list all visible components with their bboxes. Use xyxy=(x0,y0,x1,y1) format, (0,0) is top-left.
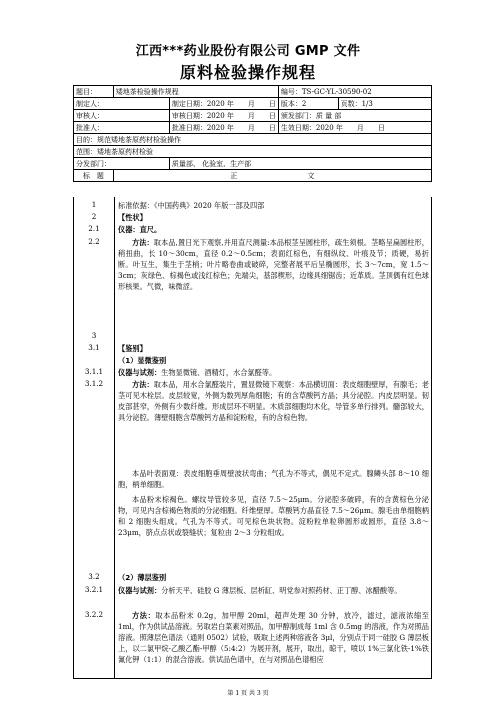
section-number: 3.2 xyxy=(88,572,100,581)
document-meta-table xyxy=(73,85,432,182)
instrument-lead: 仪器与试剂： xyxy=(118,586,162,595)
section-number: 3.1.1 xyxy=(84,367,104,376)
microscopic-heading: （1）显微鉴别 xyxy=(118,356,167,365)
method-lead: 方法： xyxy=(132,380,154,389)
method-text: 取本品，用水合氯醛装片，置显微镜下观察：本品横切面：表皮细胞壁厚，有腺毛；老茎可见木栓层。皮层较宽，外侧为数列厚角细胞；有的含草酸钙方晶；具分泌腔。内皮层明显。韧皮部甚窄，外侧有少数纤维。形成层环不明显。木质部细胞均木化，导管多单行排列。髓部较大，具分泌腔。薄壁细胞含草酸钙方晶和淀粉粒，有的含棕色物。 xyxy=(118,380,429,422)
method-text: 取本品粉末 0.2g，加甲醇 20ml，超声处理 30 分钟，放冷，滤过，滤液浓缩至 1ml，作为供试品溶液。另取岩白菜素对照品，加甲醇制成每 1ml 含 0.5mg 的溶液，作为对照品溶液。照薄层色谱法（通则 0502）试验，吸取上述两种溶液各 3μl，分别点于同一硅胶 G 薄层板上，以二氯甲烷-乙酸乙酯-甲醇（5:4:2）为展开剂，展开，取出，晾干，喷以 1%三氯化铁-1%铁氰化钾（1:1）的混合溶液。供试品色谱中，在与对照品色谱相应 xyxy=(118,611,429,664)
tlc-instruments xyxy=(118,585,429,596)
title-value: 矮地茶检验操作规程 xyxy=(113,86,278,98)
instrument-lead: 仪器与试剂： xyxy=(118,368,162,377)
heading-characters: 【性状】 xyxy=(118,213,147,222)
method-characters xyxy=(118,237,429,292)
approver: 批准人： xyxy=(74,122,170,134)
section-number: 2.1 xyxy=(88,224,100,233)
section-number: 3.2.2 xyxy=(84,610,104,619)
page-footer: 第 1 页 共 3 页 xyxy=(227,690,269,697)
issuer: 颁发部门：质 量 部 xyxy=(278,110,431,122)
method-lead: 方法： xyxy=(132,611,156,620)
section-number: 2.2 xyxy=(88,237,100,246)
micro-instruments xyxy=(118,367,429,378)
pages: 页数：1/3 xyxy=(338,98,431,110)
approve-date: 批准日期：2020 年 月 日 xyxy=(169,122,278,134)
method-text: 取本品,置日光下观察,并用直尺测量:本品根茎呈圆柱形，疏生须根。茎略呈扁圆柱形，稍扭曲，长 10～30cm，直径 0.2～0.5cm；表面红棕色，有细纵纹、叶痕及节；质硬，易折断。叶互生，集生于茎梢；叶片略卷曲或破碎，完整者展平后呈椭圆形，长 3～7cm，宽 1.5～3cm；灰绿色、棕褐色或浅红棕色；先端尖，基部楔形，边缘具细锯齿；近革质。茎顶偶有红色球形核果。气微，味微涩。 xyxy=(118,238,429,291)
method-lead: 方法： xyxy=(132,238,154,247)
distribution-label: 分发部门： xyxy=(74,158,170,170)
version: 版本：2 xyxy=(278,98,338,110)
section-number: 2 xyxy=(91,212,97,221)
company-header: 江西***药业股份有限公司 GMP 文件 xyxy=(135,44,361,59)
section-number: 3.2.1 xyxy=(84,585,104,594)
leaf-surface-text: 本品叶表面观：表皮细胞垂周壁波状弯曲；气孔为不等式，偶见不定式。腺鳞头部 8～10 细胞，柄单细胞。 xyxy=(118,469,429,489)
tlc-method xyxy=(118,610,429,665)
instrument-ruler: 仪器：直尺。 xyxy=(118,225,162,234)
title-label: 题目： xyxy=(74,86,114,98)
column-divider xyxy=(114,197,115,678)
section-number: 3 xyxy=(91,331,97,340)
instrument-text: 生物显微镜、酒精灯，水合氯醛等。 xyxy=(161,368,277,377)
effective-date: 生效日期：2020 年 月 日 xyxy=(278,122,431,134)
procedure-body xyxy=(73,197,432,679)
micro-method xyxy=(118,379,429,423)
powder-text: 本品粉末棕褐色。螺纹导管较多见，直径 7.5～25μm。分泌腔多破碎，有的含黄棕色分泌物，可见内含棕褐色物质的分泌细胞。纤维壁厚。草酸钙方晶直径 7.5～26μm。腺毛由单细胞柄和 2 细胞头组成。气孔为不等式。可见棕色块状物。淀粉粒单粒卵圆形或圆形，直径 3.8～23μm，脐点点状或裂缝状；复粒由 2～3 分粒组成。 xyxy=(118,495,429,537)
purpose: 目的：规范矮地茶原药材检验操作 xyxy=(74,134,432,146)
column-header-label: 标 题 xyxy=(74,170,114,182)
heading-identification: 【鉴别】 xyxy=(118,344,147,353)
document-title: 原料检验操作规程 xyxy=(179,63,316,82)
section-number: 3.1.2 xyxy=(84,379,104,388)
maker: 制定人： xyxy=(74,98,170,110)
reviewer: 审核人： xyxy=(74,110,170,122)
tlc-heading: （2）薄层鉴别 xyxy=(118,573,167,582)
make-date: 制定日期：2020 年 月 日 xyxy=(169,98,278,110)
review-date: 审核日期：2020 年 月 日 xyxy=(169,110,278,122)
scope: 范围：矮地茶原药材检验 xyxy=(74,146,432,158)
instrument-text: 分析天平、硅胶 G 薄层板、层析缸、明党参对照药材、正丁醇、冰醋酸等。 xyxy=(161,586,402,595)
distribution-value: 质量部、 化验室、生产部 xyxy=(169,158,431,170)
column-header-text: 正 文 xyxy=(113,170,431,182)
doc-code: 编号：TS-GC-YL-30590-02 xyxy=(278,86,431,98)
section-number: 3.1 xyxy=(88,343,100,352)
standard-basis: 标准依据：《中国药典》2020 年版一部及四部 xyxy=(118,201,265,210)
section-number: 1 xyxy=(91,200,97,209)
